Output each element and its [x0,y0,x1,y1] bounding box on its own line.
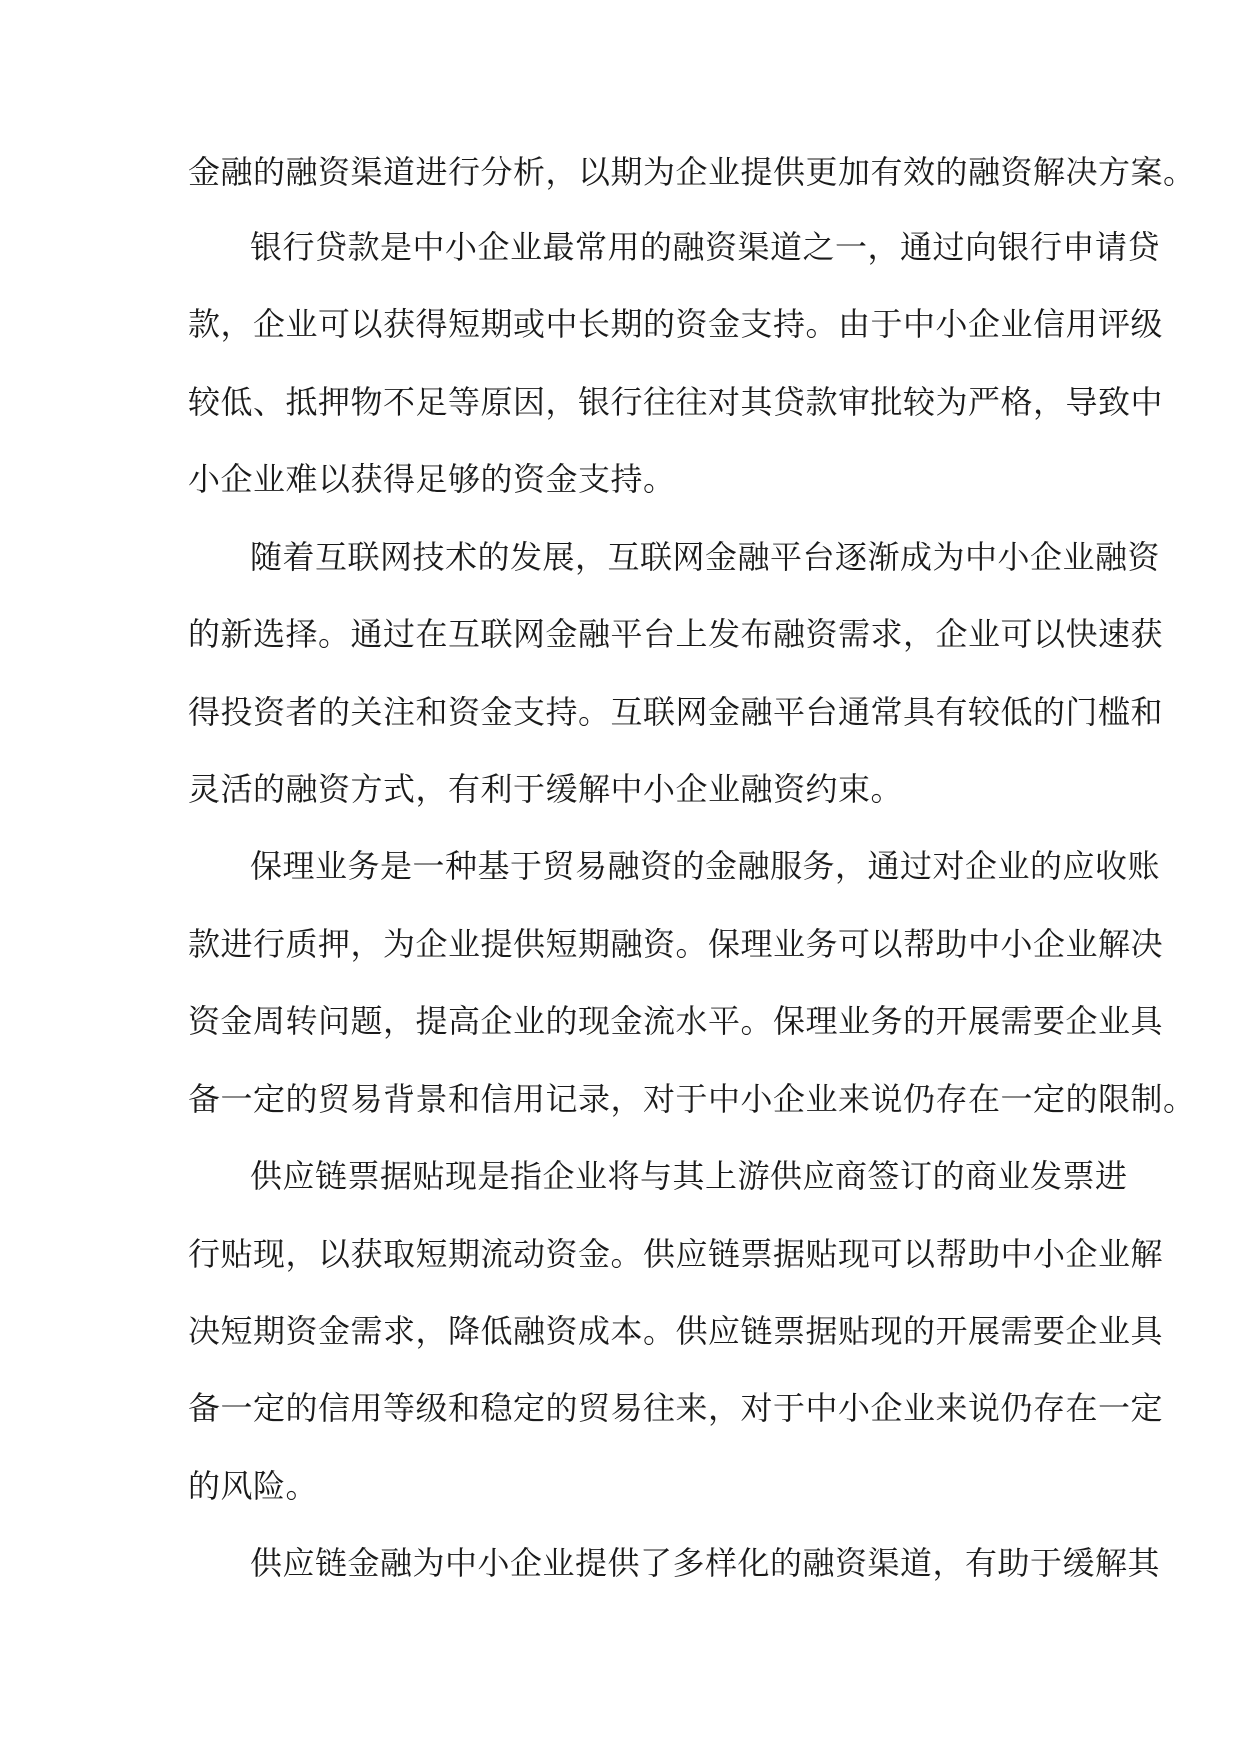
paragraph-first-line: 随着互联网技术的发展，互联网金融平台逐渐成为中小企业融资 [250,538,1161,576]
text-line: 较低、抵押物不足等原因，银行往往对其贷款审批较为严格，导致中 [188,383,1164,421]
text-line: 资金周转问题，提高企业的现金流水平。保理业务的开展需要企业具 [188,1002,1164,1040]
text-line: 款进行质押，为企业提供短期融资。保理业务可以帮助中小企业解决 [188,925,1164,963]
text-line: 小企业难以获得足够的资金支持。 [188,460,676,498]
text-line: 款，企业可以获得短期或中长期的资金支持。由于中小企业信用评级 [188,305,1164,343]
text-line: 备一定的贸易背景和信用记录，对于中小企业来说仍存在一定的限制。 [188,1080,1196,1118]
text-line: 备一定的信用等级和稳定的贸易往来，对于中小企业来说仍存在一定 [188,1389,1164,1427]
text-line: 的新选择。通过在互联网金融平台上发布融资需求，企业可以快速获 [188,615,1164,653]
paragraph-first-line: 供应链票据贴现是指企业将与其上游供应商签订的商业发票进 [250,1157,1128,1195]
text-line: 的风险。 [188,1467,319,1505]
text-line: 行贴现，以获取短期流动资金。供应链票据贴现可以帮助中小企业解 [188,1235,1164,1273]
paragraph-first-line: 供应链金融为中小企业提供了多样化的融资渠道，有助于缓解其 [250,1544,1161,1582]
paragraph-first-line: 银行贷款是中小企业最常用的融资渠道之一，通过向银行申请贷 [250,228,1161,266]
text-line: 灵活的融资方式，有利于缓解中小企业融资约束。 [188,770,904,808]
text-line: 得投资者的关注和资金支持。互联网金融平台通常具有较低的门槛和 [188,693,1164,731]
text-line: 决短期资金需求，降低融资成本。供应链票据贴现的开展需要企业具 [188,1312,1164,1350]
paragraph-first-line: 保理业务是一种基于贸易融资的金融服务，通过对企业的应收账 [250,847,1161,885]
text-line: 金融的融资渠道进行分析，以期为企业提供更加有效的融资解决方案。 [188,153,1196,191]
